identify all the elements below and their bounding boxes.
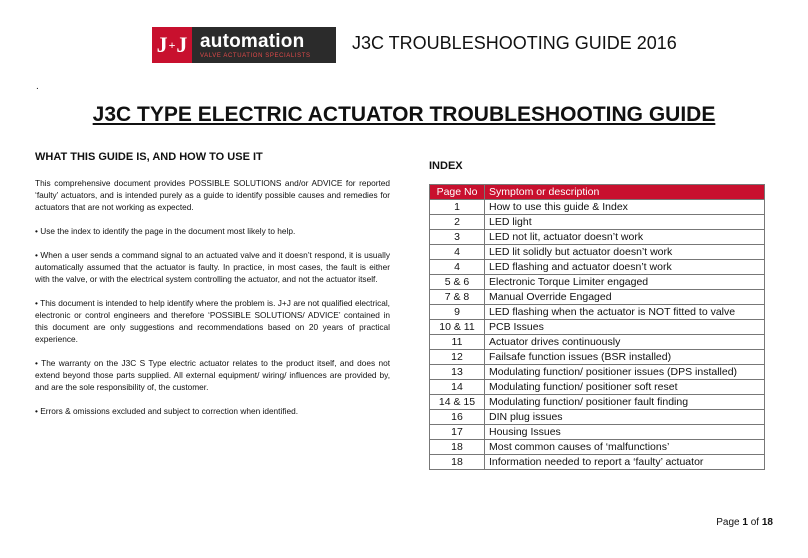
page-cell: 14 [430,380,485,395]
symptom-cell: Actuator drives continuously [485,335,765,350]
column-header-page: Page No [430,185,485,200]
page-cell: 1 [430,200,485,215]
guide-paragraph: • When a user sends a command signal to an actuated valve and it doesn’t respond, it is usually automatically assumed that the actuator is faulty. In practice, in most cases, the fault is either with the valve, or with the electrical system controlling the actuator, and not the actuator itself. [35,250,390,284]
page-cell: 7 & 8 [430,290,485,305]
guide-section [35,151,390,429]
page-cell: 17 [430,425,485,440]
index-table [429,184,765,470]
page-cell: 18 [430,455,485,470]
page-cell: 5 & 6 [430,275,485,290]
symptom-cell: How to use this guide & Index [485,200,765,215]
page-cell: 10 & 11 [430,320,485,335]
index-header-row [430,185,765,200]
page-title: J3C TYPE ELECTRIC ACTUATOR TROUBLESHOOTING GUIDE [92,103,716,126]
page-number-footer [716,517,773,528]
page-cell: 2 [430,215,485,230]
symptom-cell: Failsafe function issues (BSR installed) [485,350,765,365]
page-cell: 4 [430,245,485,260]
page-label: Page [716,517,740,528]
column-header-symptom: Symptom or description [485,185,765,200]
table-row [430,395,765,410]
logo-mark: J + J [152,27,192,63]
table-row [430,425,765,440]
symptom-cell: LED not lit, actuator doesn’t work [485,230,765,245]
index-heading: INDEX [429,160,463,172]
page-cell: 4 [430,260,485,275]
symptom-cell: Modulating function/ positioner issues (DPS installed) [485,365,765,380]
table-row [430,275,765,290]
page-header [152,27,677,63]
page-cell: 11 [430,335,485,350]
company-logo [152,27,336,63]
symptom-cell: DIN plug issues [485,410,765,425]
page-cell: 13 [430,365,485,380]
logo-text-block [192,27,336,63]
guide-paragraph: • The warranty on the J3C S Type electric actuator relates to the product itself, and does not extend beyond those parts supplied. All external equipment/ wiring/ influences are provided by, and are the sole responsibility of, the customer. [35,358,390,392]
symptom-cell: Manual Override Engaged [485,290,765,305]
symptom-cell: LED lit solidly but actuator doesn’t work [485,245,765,260]
page-cell: 12 [430,350,485,365]
table-row [430,365,765,380]
page-cell: 3 [430,230,485,245]
guide-heading: WHAT THIS GUIDE IS, AND HOW TO USE IT [35,151,263,163]
logo-word: automation [200,30,305,52]
stray-mark: . [36,81,39,92]
table-row [430,320,765,335]
table-row [430,410,765,425]
table-row [430,290,765,305]
table-row [430,440,765,455]
symptom-cell: Modulating function/ positioner fault finding [485,395,765,410]
symptom-cell: Electronic Torque Limiter engaged [485,275,765,290]
table-row [430,215,765,230]
guide-paragraph: This comprehensive document provides POSSIBLE SOLUTIONS and/or ADVICE for reported ‘faulty’ actuators, and is intended purely as a guide to identify possible causes and remedies for actuators that are not working as expected. [35,178,390,212]
page-cell: 9 [430,305,485,320]
page-cell: 16 [430,410,485,425]
guide-paragraph: • Use the index to identify the page in the document most likely to help. [35,226,296,236]
table-row [430,305,765,320]
page-total: 18 [761,517,773,528]
table-row [430,260,765,275]
page-of: of [750,517,760,528]
table-row [430,380,765,395]
document-header-title: J3C TROUBLESHOOTING GUIDE 2016 [352,33,677,53]
table-row [430,350,765,365]
guide-paragraph: • Errors & omissions excluded and subject to correction when identified. [35,406,299,416]
page-cell: 14 & 15 [430,395,485,410]
symptom-cell: Most common causes of ‘malfunctions’ [485,440,765,455]
symptom-cell: Information needed to report a ‘faulty’ actuator [485,455,765,470]
symptom-cell: LED flashing when the actuator is NOT fitted to valve [485,305,765,320]
guide-paragraph: • This document is intended to help identify where the problem is. J+J are not qualified electrical, electronic or control engineers and therefore ‘POSSIBLE SOLUTIONS/ ADVICE’ contained in this document are only suggestions and recommendations based on 20 years of practical experience. [35,298,390,344]
page-current: 1 [742,517,748,528]
logo-tagline: VALVE ACTUATION SPECIALISTS [200,52,311,59]
table-row [430,200,765,215]
table-row [430,455,765,470]
symptom-cell: Housing Issues [485,425,765,440]
symptom-cell: LED flashing and actuator doesn’t work [485,260,765,275]
table-row [430,230,765,245]
page-cell: 18 [430,440,485,455]
symptom-cell: PCB Issues [485,320,765,335]
table-row [430,335,765,350]
symptom-cell: Modulating function/ positioner soft reset [485,380,765,395]
symptom-cell: LED light [485,215,765,230]
table-row [430,245,765,260]
